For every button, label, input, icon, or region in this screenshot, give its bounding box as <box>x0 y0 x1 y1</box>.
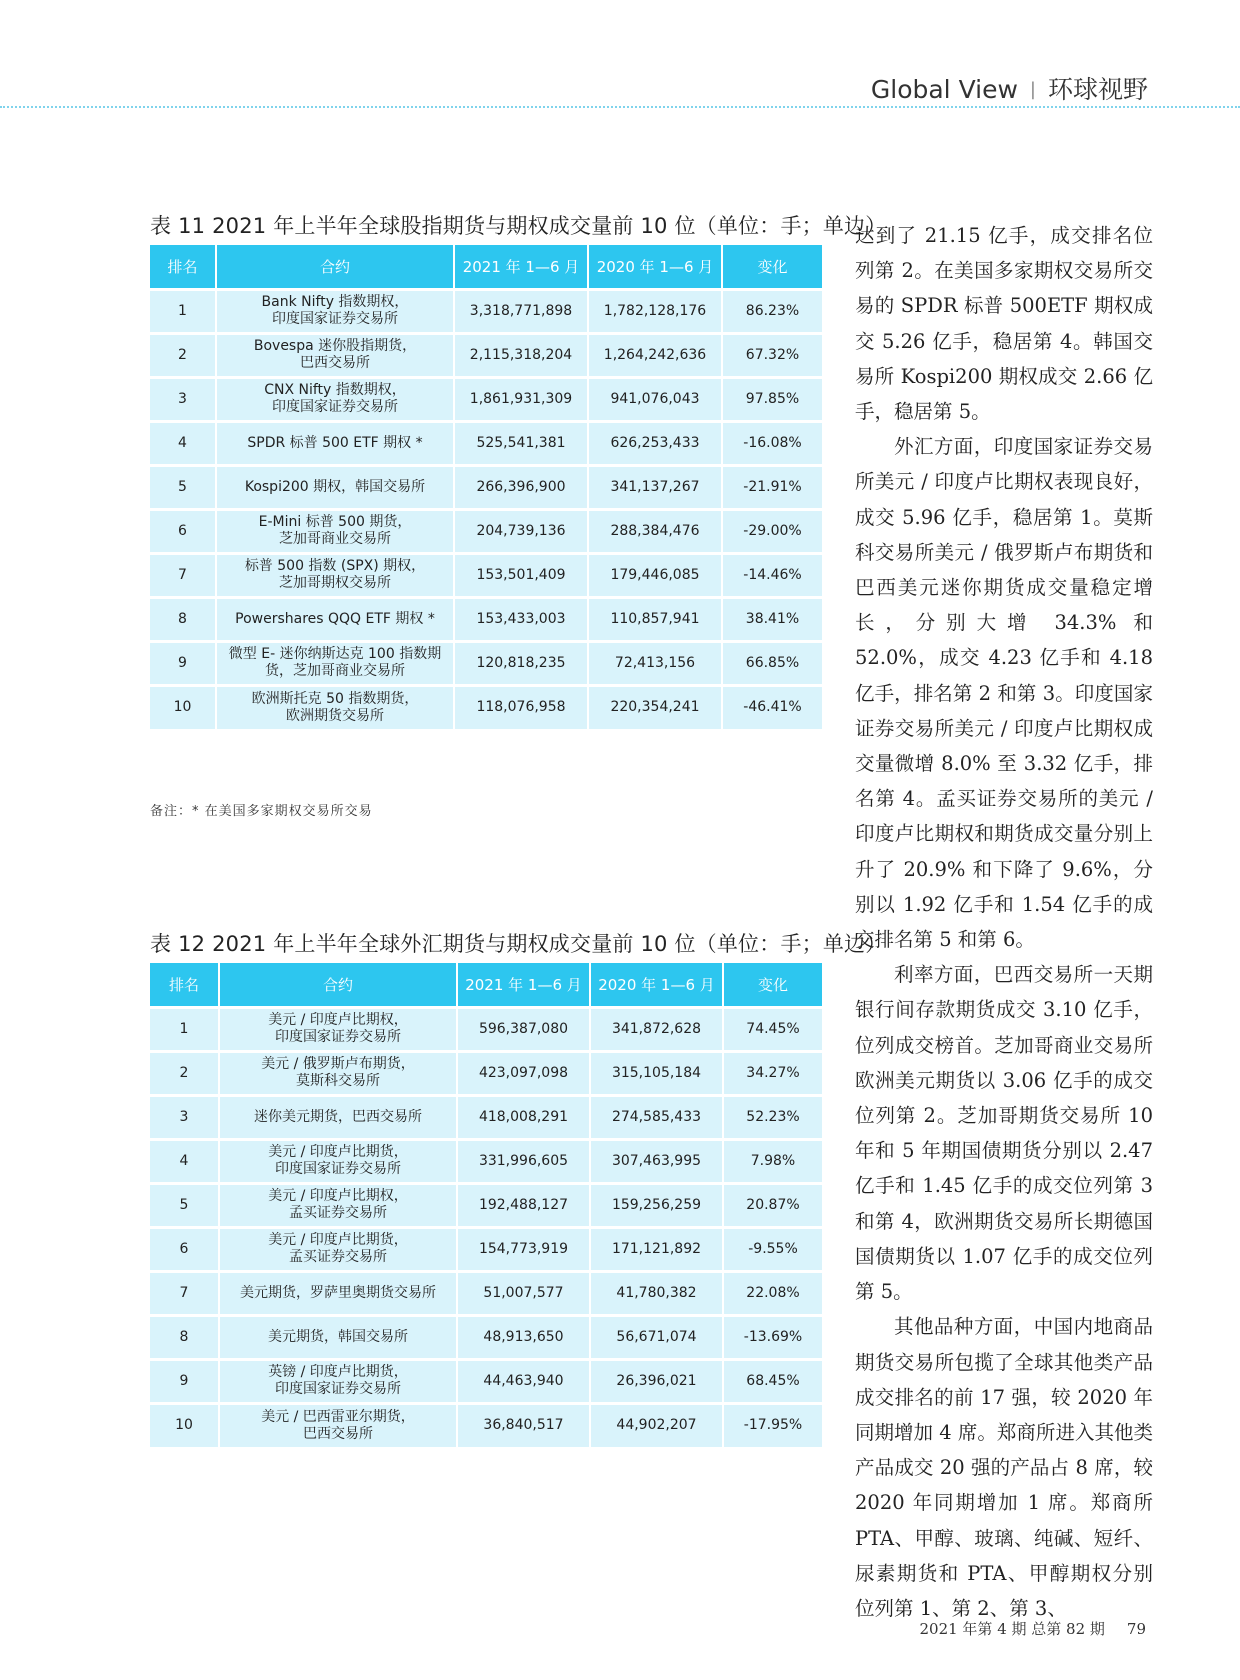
cell-2020: 1,264,242,636 <box>588 333 722 377</box>
table-row <box>150 1359 822 1403</box>
cell-contract: SPDR 标普 500 ETF 期权 * <box>216 421 454 465</box>
cell-contract: CNX Nifty 指数期权， 印度国家证券交易所 <box>216 377 454 421</box>
cell-2021: 1,861,931,309 <box>454 377 588 421</box>
cell-2020: 341,872,628 <box>590 1007 723 1051</box>
cell-change: 68.45% <box>723 1359 822 1403</box>
cell-change: 97.85% <box>722 377 822 421</box>
cell-contract: 标普 500 指数 (SPX) 期权， 芝加哥期权交易所 <box>216 553 454 597</box>
cell-rank: 1 <box>150 1007 219 1051</box>
header-dotted-rule <box>0 106 1240 108</box>
col-header-change: 变化 <box>722 245 822 289</box>
cell-rank: 4 <box>150 1139 219 1183</box>
cell-change: -29.00% <box>722 509 822 553</box>
cell-2021: 154,773,919 <box>457 1227 590 1271</box>
cell-rank: 10 <box>150 685 216 729</box>
table-row <box>150 289 822 333</box>
table-row <box>150 685 822 729</box>
body-text-column <box>855 218 1153 1626</box>
col-header-rank: 排名 <box>150 963 219 1007</box>
cell-2020: 26,396,021 <box>590 1359 723 1403</box>
cell-contract: E-Mini 标普 500 期货， 芝加哥商业交易所 <box>216 509 454 553</box>
cell-2020: 288,384,476 <box>588 509 722 553</box>
cell-contract: 美元期货，韩国交易所 <box>219 1315 457 1359</box>
table-row <box>150 421 822 465</box>
cell-2021: 525,541,381 <box>454 421 588 465</box>
table-row <box>150 1139 822 1183</box>
cell-change: 52.23% <box>723 1095 822 1139</box>
table-row <box>150 1095 822 1139</box>
cell-change: 38.41% <box>722 597 822 641</box>
cell-2020: 56,671,074 <box>590 1315 723 1359</box>
section-title-en: Global View <box>870 75 1018 104</box>
table-row <box>150 465 822 509</box>
table11-title: 表 11 2021 年上半年全球股指期货与期权成交量前 10 位（单位：手；单边） <box>150 214 887 238</box>
cell-rank: 7 <box>150 1271 219 1315</box>
table11-note: 备注：* 在美国多家期权交易所交易 <box>150 804 373 819</box>
cell-contract: 美元 / 印度卢比期权， 印度国家证券交易所 <box>219 1007 457 1051</box>
page-number: 79 <box>1126 1620 1146 1638</box>
cell-2021: 36,840,517 <box>457 1403 590 1447</box>
table-row <box>150 1271 822 1315</box>
table12-body <box>150 1007 822 1447</box>
table-row <box>150 1403 822 1447</box>
col-header-2020: 2020 年 1—6 月 <box>590 963 723 1007</box>
table-row <box>150 1007 822 1051</box>
table12 <box>150 963 822 1447</box>
cell-change: -46.41% <box>722 685 822 729</box>
cell-rank: 5 <box>150 465 216 509</box>
cell-contract: 美元 / 印度卢比期货， 孟买证券交易所 <box>219 1227 457 1271</box>
body-paragraph: 外汇方面，印度国家证券交易所美元 / 印度卢比期权表现良好，成交 5.96 亿手，稳居第 1。莫斯科交易所美元 / 俄罗斯卢布期货和巴西美元迷你期货成交量稳定增长，分别大增 34.3% 和 52.0%，成交 4.23 亿手和 4.18 亿手，排名第 2 和第 3。印度国家证券交易所美元 / 印度卢比期权成交量微增 8.0% 至 3.32 亿手，排名第 4。孟买证券交易所的美元 / 印度卢比期权和期货成交量分别上升了 20.9% 和下降了 9.6%，分别以 1.92 亿手和 1.54 亿手的成交排名第 5 和第 6。 <box>855 435 1153 952</box>
table11-body <box>150 289 822 729</box>
cell-contract: Powershares QQQ ETF 期权 * <box>216 597 454 641</box>
cell-2020: 110,857,941 <box>588 597 722 641</box>
issue-info: 2021 年第 4 期 总第 82 期 <box>919 1620 1105 1638</box>
cell-change: -16.08% <box>722 421 822 465</box>
cell-contract: Bovespa 迷你股指期货， 巴西交易所 <box>216 333 454 377</box>
cell-contract: 美元期货，罗萨里奥期货交易所 <box>219 1271 457 1315</box>
col-header-contract: 合约 <box>216 245 454 289</box>
cell-rank: 2 <box>150 1051 219 1095</box>
cell-contract: 美元 / 俄罗斯卢布期货， 莫斯科交易所 <box>219 1051 457 1095</box>
table-row <box>150 509 822 553</box>
cell-rank: 3 <box>150 377 216 421</box>
cell-2021: 3,318,771,898 <box>454 289 588 333</box>
cell-change: 34.27% <box>723 1051 822 1095</box>
cell-rank: 3 <box>150 1095 219 1139</box>
cell-2021: 153,433,003 <box>454 597 588 641</box>
cell-contract: Kospi200 期权，韩国交易所 <box>216 465 454 509</box>
running-head <box>871 70 1148 106</box>
col-header-2020: 2020 年 1—6 月 <box>588 245 722 289</box>
cell-contract: 微型 E- 迷你纳斯达克 100 指数期 货，芝加哥商业交易所 <box>216 641 454 685</box>
col-header-rank: 排名 <box>150 245 216 289</box>
cell-change: -13.69% <box>723 1315 822 1359</box>
cell-rank: 9 <box>150 1359 219 1403</box>
cell-2020: 72,413,156 <box>588 641 722 685</box>
cell-change: -9.55% <box>723 1227 822 1271</box>
cell-contract: 美元 / 印度卢比期货， 印度国家证券交易所 <box>219 1139 457 1183</box>
col-header-2021: 2021 年 1—6 月 <box>454 245 588 289</box>
cell-2021: 120,818,235 <box>454 641 588 685</box>
cell-contract: 英镑 / 印度卢比期货， 印度国家证券交易所 <box>219 1359 457 1403</box>
cell-2021: 418,008,291 <box>457 1095 590 1139</box>
cell-change: 7.98% <box>723 1139 822 1183</box>
header-separator: | <box>1029 79 1036 100</box>
table-row <box>150 597 822 641</box>
cell-2021: 423,097,098 <box>457 1051 590 1095</box>
table11-header-row <box>150 245 822 289</box>
cell-change: -17.95% <box>723 1403 822 1447</box>
table12-title: 表 12 2021 年上半年全球外汇期货与期权成交量前 10 位（单位：手；单边） <box>150 932 887 956</box>
cell-rank: 6 <box>150 1227 219 1271</box>
table-row <box>150 377 822 421</box>
table-row <box>150 1227 822 1271</box>
cell-2020: 159,256,259 <box>590 1183 723 1227</box>
cell-2021: 51,007,577 <box>457 1271 590 1315</box>
table-row <box>150 1183 822 1227</box>
cell-2020: 171,121,892 <box>590 1227 723 1271</box>
page-footer <box>919 1618 1146 1639</box>
cell-2020: 626,253,433 <box>588 421 722 465</box>
col-header-contract: 合约 <box>219 963 457 1007</box>
cell-2021: 331,996,605 <box>457 1139 590 1183</box>
body-paragraph: 达到了 21.15 亿手，成交排名位列第 2。在美国多家期权交易所交易的 SPDR 标普 500ETF 期权成交 5.26 亿手，稳居第 4。韩国交易所 Kospi200 期权成交 2.66 亿手，稳居第 5。 <box>855 224 1153 424</box>
cell-2021: 153,501,409 <box>454 553 588 597</box>
cell-contract: 迷你美元期货，巴西交易所 <box>219 1095 457 1139</box>
cell-2021: 596,387,080 <box>457 1007 590 1051</box>
cell-2021: 192,488,127 <box>457 1183 590 1227</box>
table-row <box>150 1051 822 1095</box>
table-row <box>150 553 822 597</box>
cell-2020: 179,446,085 <box>588 553 722 597</box>
cell-rank: 2 <box>150 333 216 377</box>
cell-rank: 9 <box>150 641 216 685</box>
cell-change: 20.87% <box>723 1183 822 1227</box>
cell-change: 67.32% <box>722 333 822 377</box>
cell-rank: 7 <box>150 553 216 597</box>
cell-contract: 美元 / 印度卢比期权， 孟买证券交易所 <box>219 1183 457 1227</box>
col-header-2021: 2021 年 1—6 月 <box>457 963 590 1007</box>
cell-change: 86.23% <box>722 289 822 333</box>
cell-contract: 欧洲斯托克 50 指数期货， 欧洲期货交易所 <box>216 685 454 729</box>
cell-rank: 6 <box>150 509 216 553</box>
cell-2021: 44,463,940 <box>457 1359 590 1403</box>
table-row <box>150 1315 822 1359</box>
cell-2021: 2,115,318,204 <box>454 333 588 377</box>
cell-rank: 8 <box>150 597 216 641</box>
cell-2020: 44,902,207 <box>590 1403 723 1447</box>
table12-header-row <box>150 963 822 1007</box>
cell-2021: 204,739,136 <box>454 509 588 553</box>
body-paragraph: 其他品种方面，中国内地商品期货交易所包揽了全球其他类产品成交排名的前 17 强，较 2020 年同期增加 4 席。郑商所进入其他类产品成交 20 强的产品占 8 席，较 2020 年同期增加 1 席。郑商所 PTA、甲醇、玻璃、纯碱、短纤、尿素期货和 PTA、甲醇期权分别位列第 1、第 2、第 3、 <box>855 1315 1153 1620</box>
col-header-change: 变化 <box>723 963 822 1007</box>
cell-rank: 8 <box>150 1315 219 1359</box>
section-title-cn: 环球视野 <box>1047 75 1148 104</box>
cell-change: 22.08% <box>723 1271 822 1315</box>
cell-rank: 4 <box>150 421 216 465</box>
cell-2020: 315,105,184 <box>590 1051 723 1095</box>
table11 <box>150 245 822 729</box>
cell-2020: 274,585,433 <box>590 1095 723 1139</box>
cell-change: -21.91% <box>722 465 822 509</box>
table-row <box>150 641 822 685</box>
body-paragraph: 利率方面，巴西交易所一天期银行间存款期货成交 3.10 亿手，位列成交榜首。芝加哥商业交易所欧洲美元期货以 3.06 亿手的成交位列第 2。芝加哥期货交易所 10 年和 5 年期国债期货分别以 2.47 亿手和 1.45 亿手的成交位列第 3 和第 4，欧洲期货交易所长期德国国债期货以 1.07 亿手的成交位列第 5。 <box>855 963 1153 1304</box>
table-row <box>150 333 822 377</box>
cell-2020: 1,782,128,176 <box>588 289 722 333</box>
cell-2021: 48,913,650 <box>457 1315 590 1359</box>
cell-rank: 1 <box>150 289 216 333</box>
cell-contract: Bank Nifty 指数期权， 印度国家证券交易所 <box>216 289 454 333</box>
cell-2020: 941,076,043 <box>588 377 722 421</box>
cell-rank: 5 <box>150 1183 219 1227</box>
cell-2021: 118,076,958 <box>454 685 588 729</box>
cell-2020: 307,463,995 <box>590 1139 723 1183</box>
cell-2020: 41,780,382 <box>590 1271 723 1315</box>
cell-2020: 220,354,241 <box>588 685 722 729</box>
cell-change: 66.85% <box>722 641 822 685</box>
cell-2020: 341,137,267 <box>588 465 722 509</box>
cell-contract: 美元 / 巴西雷亚尔期货， 巴西交易所 <box>219 1403 457 1447</box>
cell-change: 74.45% <box>723 1007 822 1051</box>
cell-2021: 266,396,900 <box>454 465 588 509</box>
cell-rank: 10 <box>150 1403 219 1447</box>
cell-change: -14.46% <box>722 553 822 597</box>
